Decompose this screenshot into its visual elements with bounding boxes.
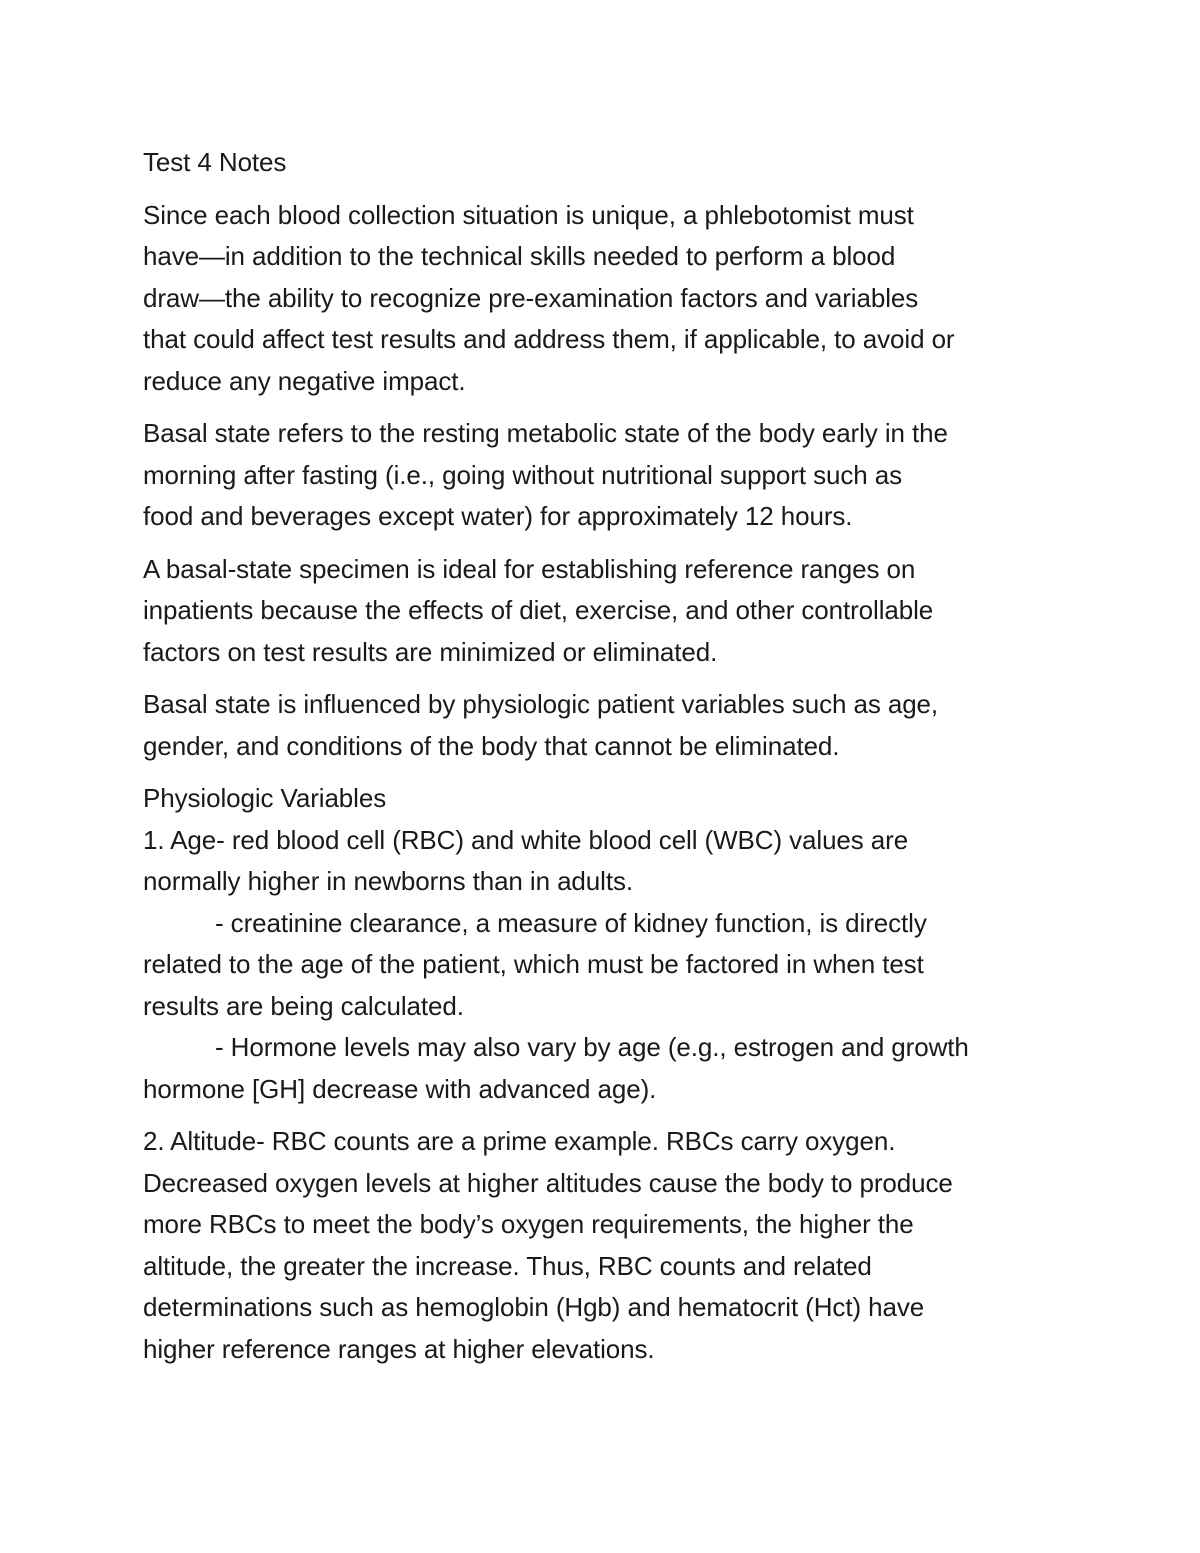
text-line: related to the age of the patient, which must be factored in when test bbox=[143, 949, 924, 979]
section-heading: Physiologic Variables bbox=[143, 783, 387, 813]
text-line: altitude, the greater the increase. Thus, RBC counts and related bbox=[143, 1250, 872, 1281]
text-line: Basal state refers to the resting metabolic state of the body early in the bbox=[143, 418, 948, 448]
text-line: food and beverages except water) for approximately 12 hours. bbox=[143, 501, 853, 531]
text-line: inpatients because the effects of diet, exercise, and other controllable bbox=[143, 595, 934, 625]
text-line: Basal state is influenced by physiologic patient variables such as age, bbox=[143, 689, 939, 719]
intro-paragraph bbox=[143, 195, 1063, 403]
indented-text-line: - Hormone levels may also vary by age (e.g., estrogen and growth bbox=[215, 1032, 969, 1062]
document-body bbox=[143, 142, 1063, 1370]
text-line: A basal-state specimen is ideal for establishing reference ranges on bbox=[143, 553, 916, 584]
text-line: results are being calculated. bbox=[143, 990, 464, 1021]
text-line: draw—the ability to recognize pre-examination factors and variables bbox=[143, 282, 919, 313]
physiologic-variables-section bbox=[143, 778, 1063, 1110]
text-line: morning after fasting (i.e., going without nutritional support such as bbox=[143, 459, 902, 490]
text-line: gender, and conditions of the body that cannot be eliminated. bbox=[143, 730, 840, 761]
text-line: have—in addition to the technical skills needed to perform a blood bbox=[143, 241, 896, 271]
basal-influence-paragraph bbox=[143, 684, 1063, 767]
basal-specimen-paragraph bbox=[143, 549, 1063, 674]
text-line: Decreased oxygen levels at higher altitudes cause the body to produce bbox=[143, 1167, 953, 1198]
text-line: reduce any negative impact. bbox=[143, 365, 466, 396]
text-line: normally higher in newborns than in adults. bbox=[143, 866, 633, 896]
indented-text-line: - creatinine clearance, a measure of kidney function, is directly bbox=[215, 907, 927, 938]
document-title bbox=[143, 142, 1063, 184]
text-line: more RBCs to meet the body’s oxygen requirements, the higher the bbox=[143, 1209, 914, 1239]
title-line: Test 4 Notes bbox=[143, 147, 287, 177]
altitude-paragraph bbox=[143, 1121, 1063, 1370]
text-line: 1. Age- red blood cell (RBC) and white blood cell (WBC) values are bbox=[143, 824, 909, 855]
text-line: determinations such as hemoglobin (Hgb) and hematocrit (Hct) have bbox=[143, 1292, 925, 1322]
text-line: 2. Altitude- RBC counts are a prime example. RBCs carry oxygen. bbox=[143, 1126, 896, 1156]
basal-state-definition-paragraph bbox=[143, 413, 1063, 538]
text-line: that could affect test results and address them, if applicable, to avoid or bbox=[143, 324, 955, 354]
text-line: Since each blood collection situation is unique, a phlebotomist must bbox=[143, 199, 914, 230]
text-line: hormone [GH] decrease with advanced age). bbox=[143, 1073, 657, 1104]
text-line: higher reference ranges at higher elevations. bbox=[143, 1333, 655, 1364]
text-line: factors on test results are minimized or eliminated. bbox=[143, 636, 718, 667]
